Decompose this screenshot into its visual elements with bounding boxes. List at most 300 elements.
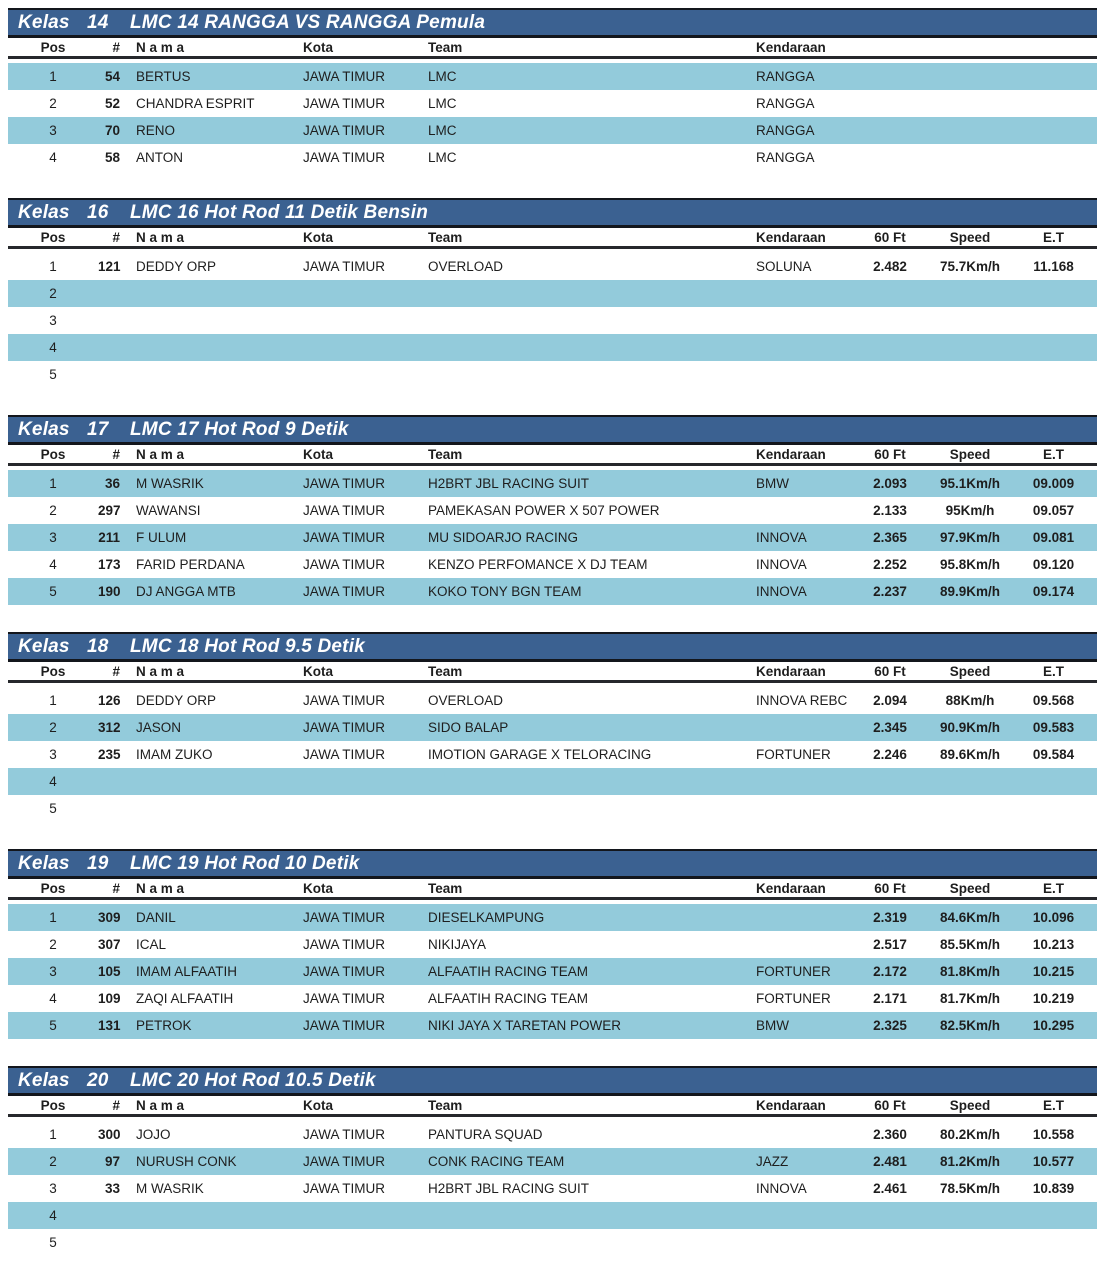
cell-kota [295,1229,420,1256]
cell-ft60: 2.319 [850,904,930,931]
cell-et [1010,768,1097,795]
cell-speed: 81.7Km/h [939,991,1001,1006]
cell-num: 190 [98,578,128,605]
col-header-ft60: 60 Ft [850,228,930,248]
col-header-ft60: 60 Ft [850,1096,930,1116]
cell-pos: 5 [49,801,57,816]
cell-name [128,361,295,388]
cell-et: 10.096 [1010,904,1097,931]
cell-et [1010,334,1097,361]
cell-pos: 5 [8,1012,98,1039]
cell-kendaraan [748,280,850,307]
class-title: LMC 18 Hot Rod 9.5 Detik [130,635,365,657]
table-row [8,63,1097,90]
cell-team: KOKO TONY BGN TEAM [420,578,748,605]
cell-speed: 95.8Km/h [939,557,1001,572]
cell-kota: JAWA TIMUR [295,714,420,741]
cell-kendaraan [748,1229,850,1256]
cell-name [128,280,295,307]
cell-num: 109 [98,991,121,1006]
col-header-kendaraan: Kendaraan [748,228,850,248]
cell-pos: 4 [49,150,57,165]
cell-name: DJ ANGGA MTB [128,578,295,605]
cell-num: 36 [98,470,128,497]
results-table [8,879,1097,1039]
col-header-name: N a m a [128,1096,295,1116]
cell-team [420,1229,748,1256]
cell-team: ALFAATIH RACING TEAM [428,991,589,1006]
cell-name: ANTON [136,150,184,165]
table-row [8,768,1097,795]
cell-ft60: 2.172 [850,958,930,985]
cell-pos: 3 [49,747,57,762]
table-row [8,1121,1097,1148]
cell-kota: JAWA TIMUR [295,904,420,931]
cell-kendaraan: RANGGA [756,150,815,165]
cell-kota: JAWA TIMUR [295,63,420,90]
table-row [8,985,1097,1012]
cell-pos: 2 [8,280,98,307]
cell-kendaraan: RANGGA [756,96,815,111]
results-table [8,445,1097,605]
col-header-et: E.T [1010,445,1097,465]
cell-pos: 4 [49,557,57,572]
cell-kendaraan: BMW [748,1012,850,1039]
class-number: 18 [87,635,109,657]
cell-team: ALFAATIH RACING TEAM [420,958,748,985]
cell-speed: 84.6Km/h [930,904,1010,931]
cell-num: 126 [98,693,121,708]
col-header-name: N a m a [128,662,295,682]
table-row [8,470,1097,497]
table-row [8,1202,1097,1229]
col-header-speed: Speed [930,228,1010,248]
cell-name: F ULUM [128,524,295,551]
class-number: 14 [87,11,109,33]
cell-speed [930,1229,1010,1256]
cell-kota [295,307,420,334]
cell-kota: JAWA TIMUR [295,1148,420,1175]
cell-kendaraan: JAZZ [748,1148,850,1175]
class-label: Kelas [18,11,70,33]
col-header-team: Team [420,228,748,248]
cell-speed: 82.5Km/h [930,1012,1010,1039]
cell-num: 307 [98,937,121,952]
cell-kota: JAWA TIMUR [295,578,420,605]
cell-pos: 1 [8,470,98,497]
cell-num: 312 [98,714,128,741]
cell-et: 09.009 [1010,470,1097,497]
cell-num: 235 [98,747,121,762]
cell-et [1010,795,1097,822]
cell-kota [295,334,420,361]
table-row [8,307,1097,334]
cell-ft60 [850,1229,930,1256]
cell-kendaraan: BMW [748,470,850,497]
table-row [8,144,1097,171]
cell-kendaraan [748,334,850,361]
table-row [8,361,1097,388]
cell-et: 10.295 [1010,1012,1097,1039]
cell-num [98,1202,128,1229]
cell-pos: 5 [49,367,57,382]
cell-name: IMAM ZUKO [136,747,213,762]
cell-et: 09.568 [1032,693,1075,708]
class-header-bar [8,849,1097,879]
cell-speed [930,361,1010,388]
cell-ft60: 2.133 [873,503,907,518]
table-row [8,687,1097,714]
cell-name: NURUSH CONK [128,1148,295,1175]
cell-name: JOJO [136,1127,171,1142]
cell-kota: JAWA TIMUR [295,470,420,497]
cell-num: 131 [98,1012,128,1039]
cell-team: NIKI JAYA X TARETAN POWER [420,1012,748,1039]
cell-et: 09.583 [1010,714,1097,741]
col-header-et: E.T [1010,879,1097,899]
cell-kota: JAWA TIMUR [303,150,386,165]
cell-num: 54 [98,63,128,90]
cell-kota: JAWA TIMUR [303,937,386,952]
class-header-bar [8,632,1097,662]
col-header-speed: Speed [930,879,1010,899]
cell-pos: 1 [8,904,98,931]
cell-et: 10.215 [1010,958,1097,985]
col-header-ft60: 60 Ft [850,662,930,682]
cell-name: DANIL [128,904,295,931]
cell-pos: 3 [8,958,98,985]
cell-team [420,1202,748,1229]
cell-kota [295,1202,420,1229]
cell-ft60 [850,768,930,795]
cell-pos: 3 [49,1181,57,1196]
class-label: Kelas [18,1069,70,1091]
cell-ft60: 2.482 [873,259,907,274]
cell-kendaraan: INNOVA [756,1181,807,1196]
cell-speed: 80.2Km/h [939,1127,1001,1142]
table-row [8,714,1097,741]
class-title: LMC 20 Hot Rod 10.5 Detik [130,1069,376,1091]
class-label: Kelas [18,635,70,657]
cell-team: IMOTION GARAGE X TELORACING [428,747,652,762]
table-row [8,1012,1097,1039]
table-row [8,578,1097,605]
cell-num: 211 [98,524,128,551]
cell-kota: JAWA TIMUR [303,557,386,572]
cell-team [420,795,748,822]
table-row [8,280,1097,307]
cell-kendaraan: FORTUNER [756,991,831,1006]
cell-kendaraan: SOLUNA [756,259,812,274]
cell-kota: JAWA TIMUR [303,1181,386,1196]
col-header-kendaraan: Kendaraan [748,662,850,682]
class-header-bar [8,1066,1097,1096]
cell-et [1010,1202,1097,1229]
col-header-name: N a m a [128,445,295,465]
cell-et: 09.081 [1010,524,1097,551]
cell-speed: 88Km/h [945,693,995,708]
cell-name: M WASRIK [128,470,295,497]
class-label: Kelas [18,852,70,874]
class-title: LMC 19 Hot Rod 10 Detik [130,852,360,874]
cell-kendaraan [748,714,850,741]
column-header-row [8,38,1097,58]
cell-team: H2BRT JBL RACING SUIT [428,1181,590,1196]
col-header-speed: Speed [930,1096,1010,1116]
cell-speed [930,795,1010,822]
cell-ft60 [850,361,930,388]
cell-pos: 2 [49,503,57,518]
cell-num: 121 [98,259,121,274]
cell-kota: JAWA TIMUR [303,747,386,762]
cell-kota: JAWA TIMUR [295,117,420,144]
cell-et [1010,280,1097,307]
cell-team: KENZO PERFOMANCE X DJ TEAM [428,557,648,572]
cell-team: LMC [428,150,457,165]
col-header-kota: Kota [295,879,420,899]
cell-speed: 75.7Km/h [939,259,1001,274]
cell-pos: 3 [8,117,98,144]
table-row [8,334,1097,361]
cell-ft60: 2.360 [873,1127,907,1142]
table-row [8,904,1097,931]
cell-name: M WASRIK [136,1181,204,1196]
class-section-kelas-20 [8,1066,1097,1256]
cell-kota [295,768,420,795]
cell-name: BERTUS [128,63,295,90]
cell-name [128,1229,295,1256]
col-header-num: # [98,662,128,682]
table-row [8,253,1097,280]
table-row [8,1229,1097,1256]
cell-team: LMC [420,63,748,90]
cell-num [98,1229,128,1256]
cell-et: 09.120 [1032,557,1075,572]
cell-num: 33 [104,1181,120,1196]
cell-ft60: 2.094 [873,693,907,708]
cell-name: RENO [128,117,295,144]
cell-team [420,307,748,334]
cell-et [1010,361,1097,388]
cell-name: DEDDY ORP [136,259,217,274]
cell-speed [930,280,1010,307]
col-header-name: N a m a [128,38,295,58]
cell-kota: JAWA TIMUR [303,503,386,518]
cell-kendaraan [748,795,850,822]
cell-speed: 89.6Km/h [939,747,1001,762]
col-header-pos: Pos [8,228,98,248]
col-header-pos: Pos [8,662,98,682]
cell-speed: 78.5Km/h [939,1181,1001,1196]
cell-ft60 [850,795,930,822]
col-header-ft60: 60 Ft [850,445,930,465]
col-header-name: N a m a [128,228,295,248]
column-header-row [8,228,1097,248]
col-header-team: Team [420,38,748,58]
col-header-kendaraan: Kendaraan [748,445,850,465]
cell-pos: 4 [8,768,98,795]
col-header-name: N a m a [128,879,295,899]
cell-et: 11.168 [1033,259,1074,274]
table-row [8,551,1097,578]
results-table [8,228,1097,388]
cell-name: ICAL [136,937,167,952]
cell-name: ZAQI ALFAATIH [136,991,234,1006]
cell-num [98,307,128,334]
cell-et: 10.558 [1032,1127,1075,1142]
cell-team: H2BRT JBL RACING SUIT [420,470,748,497]
class-header-bar [8,198,1097,228]
col-header-et: E.T [1010,662,1097,682]
cell-et: 10.213 [1032,937,1075,952]
cell-team: PANTURA SQUAD [428,1127,543,1142]
cell-pos: 2 [49,937,57,952]
table-row [8,741,1097,768]
class-section-kelas-17 [8,415,1097,605]
class-number: 16 [87,201,109,223]
cell-et [1010,307,1097,334]
table-row [8,1148,1097,1175]
col-header-team: Team [420,879,748,899]
cell-name: DEDDY ORP [136,693,217,708]
cell-kendaraan: INNOVA [756,557,807,572]
cell-kendaraan [748,307,850,334]
col-header-num: # [98,38,128,58]
col-header-num: # [98,228,128,248]
cell-pos: 4 [8,1202,98,1229]
table-row [8,958,1097,985]
cell-num: 105 [98,958,128,985]
cell-num: 52 [104,96,120,111]
column-header-row [8,662,1097,682]
cell-kendaraan [748,1202,850,1229]
cell-num: 297 [98,503,121,518]
cell-kendaraan: INNOVA [748,578,850,605]
column-header-row [8,1096,1097,1116]
cell-ft60: 2.365 [850,524,930,551]
col-header-kota: Kota [295,1096,420,1116]
cell-et: 10.577 [1010,1148,1097,1175]
cell-pos: 5 [49,1235,57,1250]
cell-pos: 1 [8,63,98,90]
cell-speed: 85.5Km/h [939,937,1001,952]
table-row [8,524,1097,551]
cell-kendaraan: FORTUNER [748,958,850,985]
class-section-kelas-16 [8,198,1097,388]
cell-et: 10.219 [1032,991,1075,1006]
cell-num: 70 [98,117,128,144]
cell-pos: 3 [49,313,57,328]
cell-num: 97 [98,1148,128,1175]
col-header-ft60: 60 Ft [850,879,930,899]
class-title: LMC 16 Hot Rod 11 Detik Bensin [130,201,429,223]
col-header-kendaraan: Kendaraan [748,879,850,899]
col-header-et: E.T [1010,228,1097,248]
col-header-speed: Speed [930,662,1010,682]
cell-kota: JAWA TIMUR [303,693,386,708]
cell-kendaraan: RANGGA [748,63,1097,90]
cell-num [98,795,128,822]
class-number: 19 [87,852,109,874]
results-table [8,38,1097,171]
table-row [8,1175,1097,1202]
class-label: Kelas [18,201,70,223]
cell-team [420,361,748,388]
cell-name: CHANDRA ESPRIT [136,96,255,111]
cell-pos: 2 [8,714,98,741]
cell-kendaraan [748,931,850,958]
cell-speed [930,307,1010,334]
class-header-bar [8,8,1097,38]
cell-ft60: 2.461 [873,1181,907,1196]
cell-team [420,334,748,361]
cell-kendaraan: INNOVA [748,524,850,551]
cell-num [98,334,128,361]
column-header-row [8,445,1097,465]
cell-ft60: 2.345 [850,714,930,741]
cell-name [128,334,295,361]
cell-et: 09.584 [1032,747,1075,762]
results-table [8,1096,1097,1256]
cell-name: IMAM ALFAATIH [128,958,295,985]
cell-speed [930,334,1010,361]
col-header-et: E.T [1010,1096,1097,1116]
cell-kota: JAWA TIMUR [303,96,386,111]
class-label: Kelas [18,418,70,440]
class-number: 17 [87,418,109,440]
table-row [8,497,1097,524]
class-header-bar [8,415,1097,445]
col-header-team: Team [420,445,748,465]
cell-speed: 90.9Km/h [930,714,1010,741]
col-header-pos: Pos [8,445,98,465]
cell-pos: 2 [49,96,57,111]
cell-speed [930,1202,1010,1229]
cell-kota: JAWA TIMUR [303,1127,386,1142]
cell-team: LMC [420,117,748,144]
cell-speed: 81.2Km/h [930,1148,1010,1175]
cell-et: 09.174 [1010,578,1097,605]
col-header-kota: Kota [295,38,420,58]
cell-kendaraan [748,1121,850,1148]
class-section-kelas-14 [8,8,1097,171]
cell-name: JASON [128,714,295,741]
cell-pos: 2 [8,1148,98,1175]
cell-ft60: 2.481 [850,1148,930,1175]
cell-team: DIESELKAMPUNG [420,904,748,931]
cell-ft60 [850,280,930,307]
cell-name [128,307,295,334]
class-title: LMC 14 RANGGA VS RANGGA Pemula [130,11,486,33]
cell-speed: 95.1Km/h [930,470,1010,497]
cell-kota: JAWA TIMUR [303,259,386,274]
table-row [8,931,1097,958]
cell-pos: 3 [8,524,98,551]
cell-pos: 5 [8,578,98,605]
cell-num [98,280,128,307]
cell-pos: 1 [49,693,57,708]
col-header-team: Team [420,662,748,682]
col-header-kota: Kota [295,662,420,682]
col-header-kota: Kota [295,445,420,465]
cell-num: 58 [104,150,120,165]
cell-team [420,768,748,795]
col-header-speed: Speed [930,445,1010,465]
col-header-kendaraan: Kendaraan [748,38,1097,58]
cell-kota: JAWA TIMUR [303,991,386,1006]
cell-name [128,768,295,795]
cell-ft60: 2.093 [850,470,930,497]
